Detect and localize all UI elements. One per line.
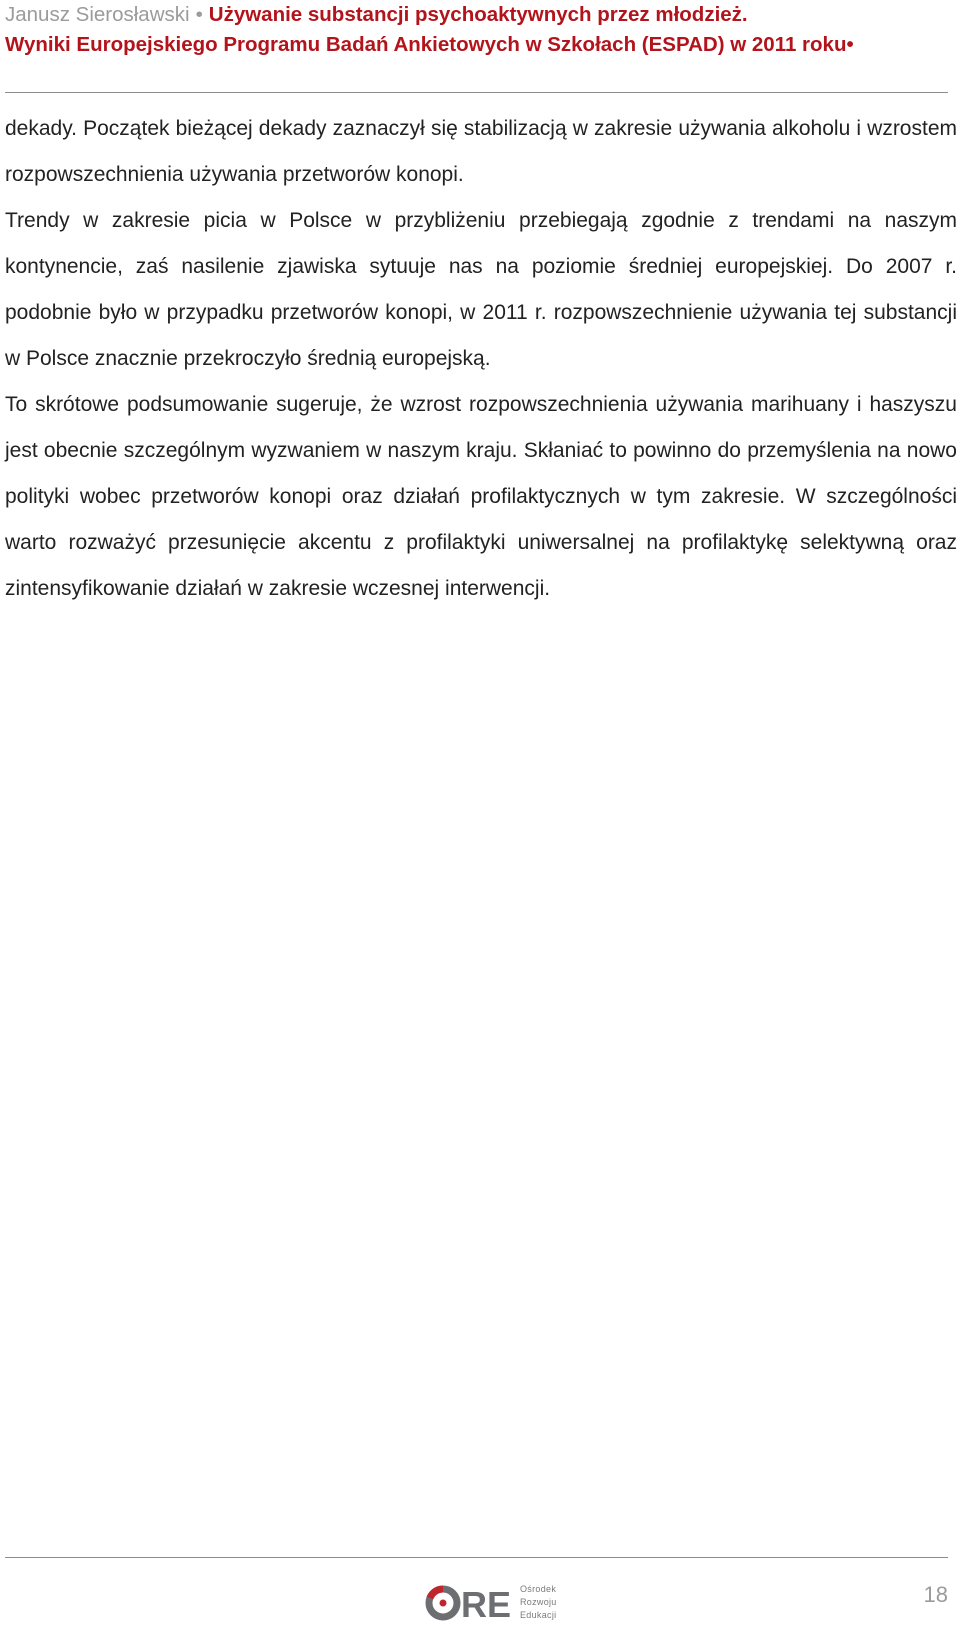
paragraph-1: dekady. Początek bieżącej dekady zaznaczył się stabilizacją w zakresie używania alkoholu i wzrostem rozpowszechnienia używania przetworów konopi.	[5, 117, 957, 186]
header-separator: •	[195, 3, 203, 26]
header-divider	[5, 92, 948, 93]
logo-text-line-3: Edukacji	[520, 1610, 557, 1620]
paragraph-3: To skrótowe podsumowanie sugeruje, że wzrost rozpowszechnienia używania marihuany i haszyszu jest obecnie szczególnym wyzwaniem w naszym kraju. Skłaniać to powinno do przemyślenia na nowo polityki wobec przetworów konopi oraz działań profilaktycznych w tym zakresie. W szczególności warto rozważyć przesunięcie akcentu z profilaktyki uniwersalnej na profilaktykę selektywną oraz zintensyfikowanie działań w zakresie wczesnej interwencji.	[5, 393, 957, 600]
header-line-1	[5, 0, 945, 30]
document-body	[5, 106, 957, 612]
svg-text:E: E	[487, 1584, 512, 1623]
page-number: 18	[923, 1582, 948, 1607]
paragraph-2: Trendy w zakresie picia w Polsce w przybliżeniu przebiegają zgodnie z trendami na naszym kontynencie, zaś nasilenie zjawiska sytuuje nas na poziomie średniej europejskiej. Do 2007 r. podobnie było w przypadku przetworów konopi, w 2011 r. rozpowszechnienie używania tej substancji w Polsce znacznie przekroczyło średnią europejską.	[5, 209, 957, 370]
logo-text-line-1: Ośrodek	[520, 1584, 557, 1594]
ore-logo-text	[520, 1583, 557, 1622]
ore-logo	[425, 1583, 575, 1623]
logo-text-line-2: Rozwoju	[520, 1597, 557, 1607]
header-title: Używanie substancji psychoaktywnych przez młodzież.	[208, 3, 748, 26]
header-author: Janusz Sierosławski	[5, 3, 190, 26]
footer-divider	[5, 1557, 948, 1558]
ore-logo-mark	[425, 1583, 515, 1623]
svg-text:R: R	[461, 1584, 487, 1623]
header-line-2	[5, 30, 945, 60]
page-header	[5, 0, 945, 60]
header-subtitle: Wyniki Europejskiego Programu Badań Ankietowych w Szkołach (ESPAD) w 2011 roku•	[5, 33, 854, 56]
